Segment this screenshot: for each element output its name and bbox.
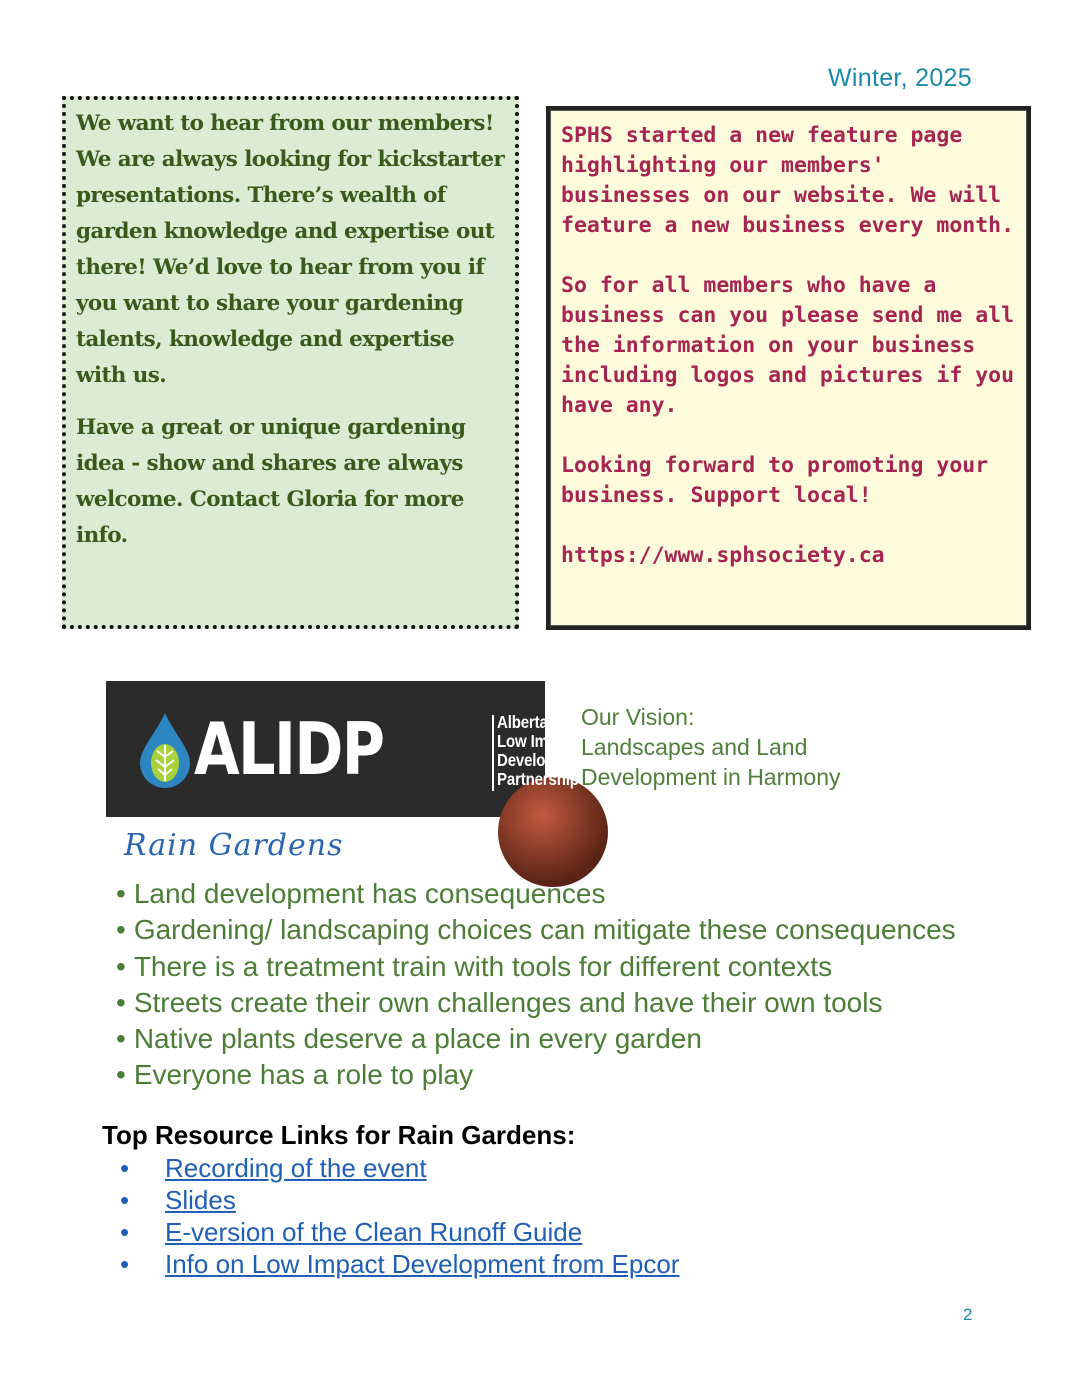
slides-link[interactable]: Slides bbox=[165, 1185, 236, 1215]
list-item: • Native plants deserve a place in every garden bbox=[116, 1021, 956, 1057]
resource-link-item bbox=[120, 1152, 679, 1184]
logo-subtitle-line: Alberta bbox=[497, 712, 548, 732]
vision-line: Our Vision: bbox=[581, 704, 695, 730]
recording-link[interactable]: Recording of the event bbox=[165, 1153, 427, 1183]
vision-statement bbox=[581, 702, 841, 792]
members-paragraph: We want to hear from our members! We are always looking for kickstarter presentations. There’s wealth of garden knowledge and expertise out there! We’d love to hear from you if you want to share your gardening talents, knowledge and expertise with us. bbox=[76, 111, 505, 388]
issue-date: Winter, 2025 bbox=[828, 64, 972, 92]
logo-subtitle-line: Low Impact bbox=[497, 731, 579, 751]
business-feature-box bbox=[546, 106, 1031, 630]
resource-links-list bbox=[120, 1152, 679, 1280]
vision-line: Landscapes and Land bbox=[581, 734, 808, 760]
resource-link-item bbox=[120, 1248, 679, 1280]
resource-link-item bbox=[120, 1216, 679, 1248]
list-item: • Land development has consequences bbox=[116, 876, 956, 912]
rain-gardens-title: Rain Gardens bbox=[124, 828, 344, 863]
logo-divider bbox=[492, 715, 494, 791]
feature-paragraph: SPHS started a new feature page highlighting our members' businesses on our website. We will feature a new business every month. bbox=[561, 123, 1015, 238]
members-callout-box bbox=[62, 96, 519, 629]
decorative-orb bbox=[498, 777, 608, 887]
feature-paragraph: Looking forward to promoting your business. Support local! bbox=[561, 453, 989, 508]
page-number: 2 bbox=[963, 1305, 973, 1324]
vision-line: Development in Harmony bbox=[581, 764, 841, 790]
list-item: • Everyone has a role to play bbox=[116, 1057, 956, 1093]
clean-runoff-guide-link[interactable]: E-version of the Clean Runoff Guide bbox=[165, 1217, 583, 1247]
logo-subtitle-line: Development bbox=[497, 750, 590, 770]
resource-link-item bbox=[120, 1184, 679, 1216]
members-paragraph: Have a great or unique gardening idea - show and shares are always welcome. Contact Gloria for more info. bbox=[76, 415, 466, 548]
alidp-logo bbox=[106, 681, 590, 817]
list-item: • Gardening/ landscaping choices can mitigate these consequences bbox=[116, 912, 956, 948]
list-item: • Streets create their own challenges and have their own tools bbox=[116, 985, 956, 1021]
website-url[interactable]: https://www.sphsociety.ca bbox=[561, 543, 885, 568]
epcor-info-link[interactable]: Info on Low Impact Development from Epcor bbox=[165, 1249, 680, 1279]
feature-paragraph: So for all members who have a business can you please send me all the information on your business including logos and pictures if you have any. bbox=[561, 273, 1015, 418]
resource-links-heading: Top Resource Links for Rain Gardens: bbox=[102, 1120, 576, 1150]
water-drop-leaf-icon bbox=[136, 711, 194, 789]
logo-subtitle-line: Partnership bbox=[497, 769, 579, 789]
logo-wordmark: ALIDP bbox=[194, 707, 384, 791]
list-item: • There is a treatment train with tools for different contexts bbox=[116, 949, 956, 985]
rain-gardens-points bbox=[116, 876, 956, 1094]
